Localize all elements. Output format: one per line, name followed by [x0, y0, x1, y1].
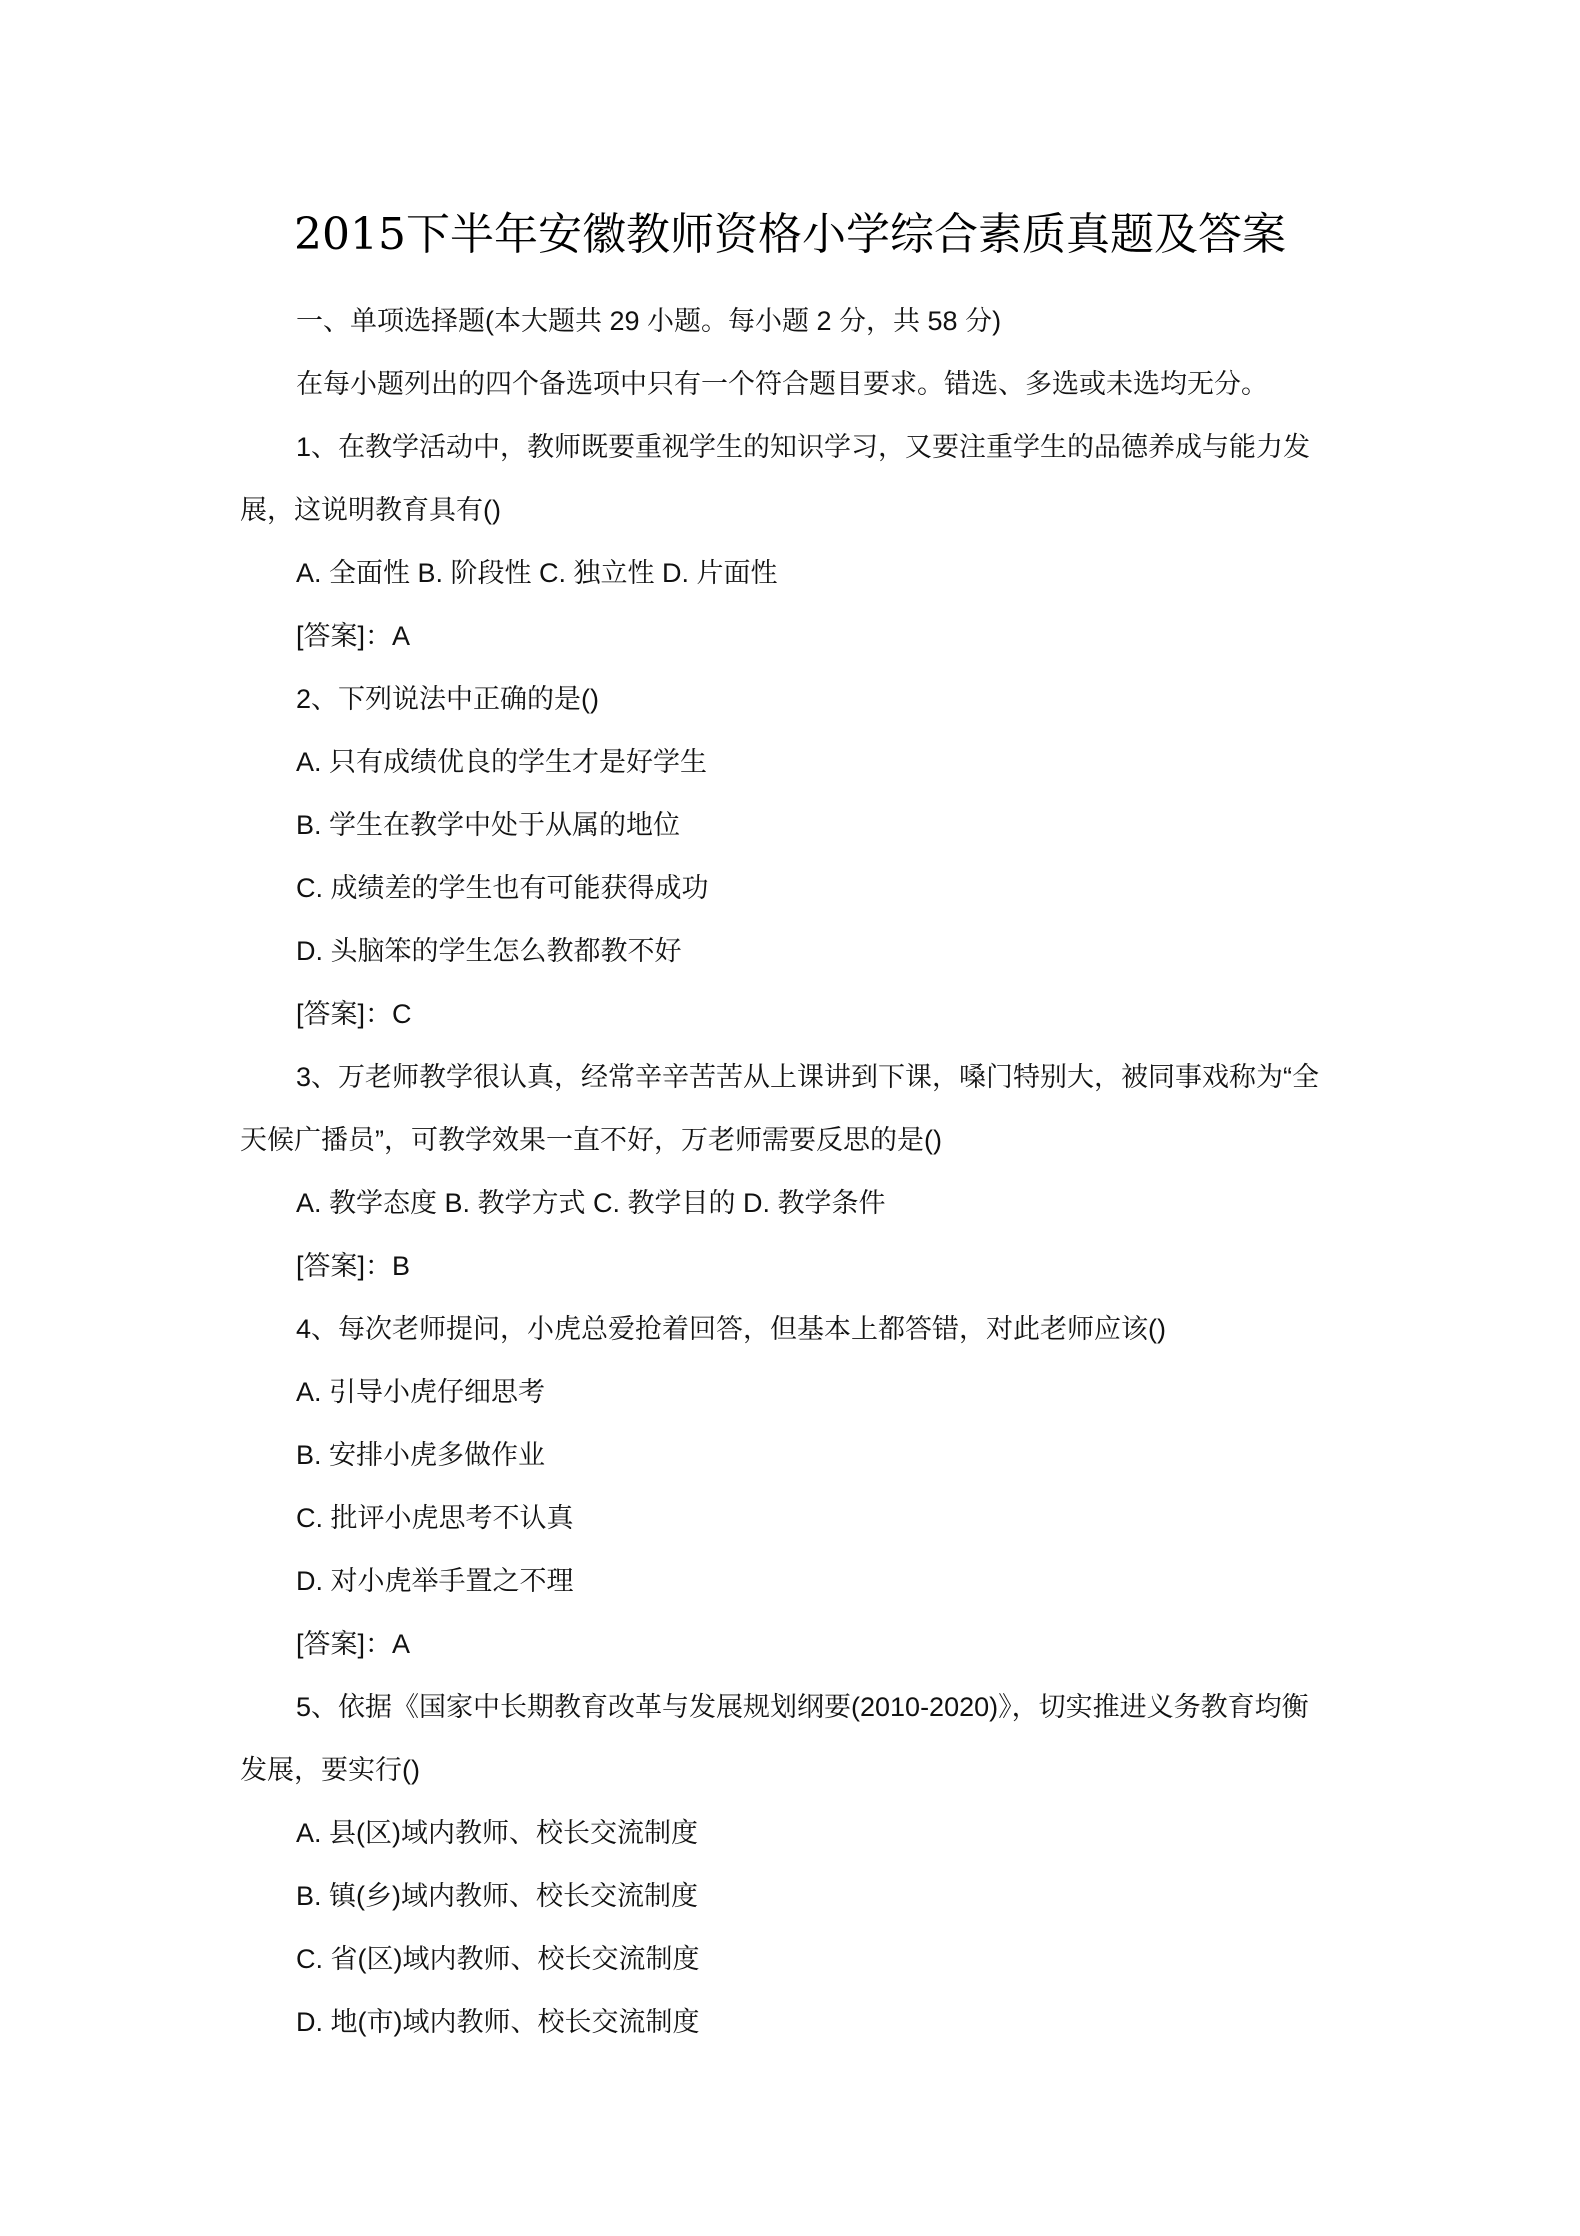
- q4-option-b: B. 安排小虎多做作业: [296, 1440, 546, 1470]
- q3-answer: [答案]：B: [296, 1251, 411, 1281]
- q2-option-d: D. 头脑笨的学生怎么教都教不好: [296, 936, 682, 966]
- q4-option-a: A. 引导小虎仔细思考: [296, 1377, 546, 1407]
- q3-stem-line1: 3、万老师教学很认真，经常辛辛苦苦从上课讲到下课，嗓门特别大，被同事戏称为“全: [296, 1062, 1320, 1092]
- q2-answer: [答案]：C: [296, 999, 412, 1029]
- document-body: [240, 290, 1350, 2054]
- q4-answer: [答案]：A: [296, 1629, 411, 1659]
- q5-option-b: B. 镇(乡)域内教师、校长交流制度: [296, 1881, 698, 1911]
- q1-answer: [答案]：A: [296, 621, 411, 651]
- q2-option-a: A. 只有成绩优良的学生才是好学生: [296, 747, 708, 777]
- q4-option-d: D. 对小虎举手置之不理: [296, 1566, 574, 1596]
- q1-stem-line2: 展，这说明教育具有(): [240, 495, 501, 525]
- q5-stem-line1: 5、依据《国家中长期教育改革与发展规划纲要(2010-2020)》，切实推进义务教育均衡: [296, 1692, 1309, 1722]
- q3-options: A. 教学态度 B. 教学方式 C. 教学目的 D. 教学条件: [296, 1188, 886, 1218]
- q3-stem-line2: 天候广播员”，可教学效果一直不好，万老师需要反思的是(): [240, 1125, 942, 1155]
- document-title: 2015下半年安徽教师资格小学综合素质真题及答案: [294, 209, 1286, 260]
- q2-option-b: B. 学生在教学中处于从属的地位: [296, 810, 681, 840]
- q2-stem: 2、下列说法中正确的是(): [296, 684, 599, 714]
- q5-option-d: D. 地(市)域内教师、校长交流制度: [296, 2007, 700, 2037]
- q4-option-c: C. 批评小虎思考不认真: [296, 1503, 574, 1533]
- q1-options: A. 全面性 B. 阶段性 C. 独立性 D. 片面性: [296, 558, 778, 588]
- q4-stem: 4、每次老师提问，小虎总爱抢着回答，但基本上都答错，对此老师应该(): [296, 1314, 1166, 1344]
- section-heading: 一、单项选择题(本大题共 29 小题。每小题 2 分，共 58 分): [296, 306, 1002, 336]
- q2-option-c: C. 成绩差的学生也有可能获得成功: [296, 873, 709, 903]
- q5-stem-line2: 发展，要实行(): [240, 1755, 420, 1785]
- q5-option-a: A. 县(区)域内教师、校长交流制度: [296, 1818, 698, 1848]
- q1-stem-line1: 1、在教学活动中，教师既要重视学生的知识学习，又要注重学生的品德养成与能力发: [296, 432, 1311, 462]
- instructions: 在每小题列出的四个备选项中只有一个符合题目要求。错选、多选或未选均无分。: [296, 369, 1268, 399]
- q5-option-c: C. 省(区)域内教师、校长交流制度: [296, 1944, 700, 1974]
